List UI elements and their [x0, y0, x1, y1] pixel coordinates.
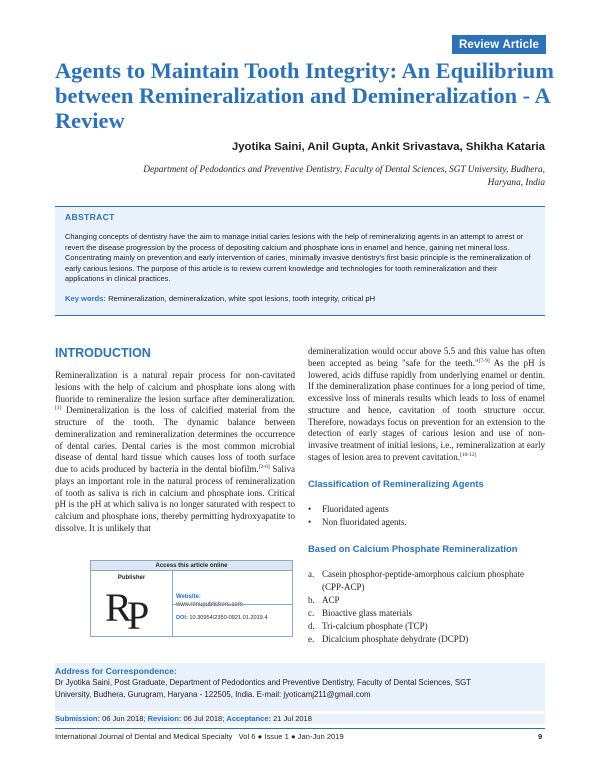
keywords-label: Key words: — [65, 293, 106, 303]
list-item-text: Casein phosphor-peptide-amorphous calcium phosphate — [322, 568, 525, 579]
introduction-heading: INTRODUCTION — [55, 346, 151, 360]
access-heading: Access this article online — [91, 561, 292, 571]
left-column — [55, 346, 295, 535]
correspondence-line-1: Dr Jyotika Saini, Post Graduate, Department of Pedodontics and Preventive Dentistry, Faculty of Dental Sciences, SGT — [55, 678, 472, 687]
revision-date: 06 Jul 2018; — [183, 714, 225, 723]
bullet-icon: • — [308, 516, 312, 527]
author-affiliation: Department of Pedodontics and Preventive Dentistry, Faculty of Dental Sciences, SGT University, Budhera, Haryana, India — [143, 165, 545, 188]
citation-3: [7-9] — [478, 357, 490, 364]
website-link[interactable]: www.renupublishers.com — [176, 602, 243, 608]
correspondence-panel — [55, 663, 545, 711]
list-item-text: Dicalcium phosphate dehydrate (DCPD) — [322, 633, 469, 644]
list-item — [308, 633, 545, 646]
svg-text:R: R — [105, 585, 132, 630]
publisher-label: Publisher — [117, 575, 146, 581]
right-column — [308, 346, 545, 646]
list-item-text: Fluoridated agents — [322, 503, 389, 514]
journal-period: Jan-Jun 2019 — [297, 732, 344, 741]
acceptance-date: 21 Jul 2018 — [273, 714, 312, 723]
badge-article: Article — [502, 38, 540, 51]
intro-text-b: Demineralization is the loss of calcified material from the structure of the tooth. The dynamic balance between demineralization and remineralization determines the occurrence of dental caries. Dental caries is the most common microbial disease of dental hard tissue which causes loss of tooth surface due to acids produced by bacteria in the dental biofilm. — [55, 405, 295, 474]
calcium-phosphate-list — [308, 568, 545, 646]
revision-label: Revision: — [147, 714, 182, 723]
list-item — [308, 568, 545, 581]
submission-label: Submission: — [55, 714, 101, 723]
classification-heading: Classification of Remineralizing Agents — [308, 477, 484, 489]
intro-text-a: Remineralization is a natural repair process for non-cavitated lesions with the help of calcium and phosphate ions along with fluoride to remineralize the lesion surface after demineralization. — [55, 370, 295, 404]
correspondence-heading: Address for Correspondence: — [55, 666, 177, 676]
list-marker: e. — [308, 633, 315, 644]
intro-text-e: As the pH is lowered, acids diffuse rapidly from underlying enamel or dentin. If the demineralization phase continues for a long period of time, excessive loss of minerals results which leads to loss of enamel structure and hence, cavitation of tooth structure occur. Therefore, nowadays focus on prevention for an extension to the detection of early stages of carious lesion and use of non-invasive treatment of initial lesions, i.e., remineralization at early stages of lesion area to prevent cavitation. — [308, 357, 546, 462]
journal-issue: Issue 1 — [264, 732, 289, 741]
intro-text-d: demineralization would occur above 5.5 and this value has often been accepted as being "safe for the teeth." — [308, 346, 545, 368]
list-marker: d. — [308, 620, 315, 631]
list-item-text: Tri-calcium phosphate (TCP) — [322, 620, 428, 631]
access-online-box — [90, 560, 293, 637]
list-item — [308, 503, 545, 516]
separator-icon: ● — [290, 732, 296, 741]
list-item — [308, 620, 545, 633]
list-item-text: Bioactive glass materials — [322, 607, 412, 618]
footer-divider — [55, 728, 545, 729]
list-marker: c. — [308, 607, 315, 618]
doi-label: DOI: — [176, 615, 188, 621]
list-marker: a. — [308, 568, 315, 579]
submission-date: 06 Jun 2018; — [102, 714, 146, 723]
list-item — [308, 594, 545, 607]
website-cell — [173, 571, 293, 637]
abstract-heading: ABSTRACT — [65, 212, 115, 222]
list-item — [308, 581, 545, 594]
author-list: Jyotika Saini, Anil Gupta, Ankit Srivastava, Shikha Kataria — [231, 141, 545, 153]
journal-name: International Journal of Dental and Medical Specialty — [55, 732, 233, 741]
intro-text-c: Saliva plays an important role in the natural process of remineralization of tooth as saliva is rich in calcium and phosphate ions. Critical pH is the pH at which saliva is no longer saturated with respect to calcium and phosphate ions, thereby permitting hydroxyapatite to dissolve. It is unlikely that — [55, 464, 295, 533]
list-item-text: ACP — [322, 594, 340, 605]
calcium-phosphate-heading: Based on Calcium Phosphate Remineralization — [308, 542, 518, 554]
correspondence-line-2: University, Budhera, Gurugram, Haryana - 122505, India. E-mail: jyoticamj211@gmail.com — [55, 690, 371, 700]
introduction-paragraph-1 — [55, 370, 295, 535]
publication-dates — [55, 714, 545, 724]
separator-icon: ● — [257, 732, 263, 741]
website-label: Website: — [176, 594, 201, 600]
badge-review: Review — [458, 38, 500, 51]
citation-1: [1] — [55, 405, 62, 412]
doi-line — [176, 615, 267, 621]
introduction-paragraph-2 — [308, 346, 545, 464]
svg-text:P: P — [127, 593, 150, 631]
citation-4: [10-12] — [459, 451, 477, 458]
citation-2: [2-6] — [258, 463, 270, 470]
abstract-panel — [55, 206, 545, 316]
classification-list — [308, 503, 545, 529]
list-item — [308, 607, 545, 620]
list-item-text: (CPP-ACP) — [322, 581, 365, 592]
doi-value[interactable]: 10.30954/2350-0921.01.2019.4 — [189, 615, 268, 621]
correspondence-address — [55, 677, 545, 702]
keywords-list: Remineralization, demineralization, white spot lesions, tooth integrity, critical pH — [108, 293, 376, 303]
journal-footer — [55, 732, 535, 741]
acceptance-label: Acceptance: — [226, 714, 272, 723]
page-number: 9 — [538, 732, 543, 741]
article-title: Agents to Maintain Tooth Integrity: An Equilibrium between Remineralization and Demineralization - A Review — [55, 58, 554, 133]
journal-volume: Vol 6 — [238, 732, 256, 741]
list-item — [308, 516, 545, 529]
abstract-text: Changing concepts of dentistry have the aim to manage initial caries lesions with the help of remineralizing agents in an attempt to arrest or revert the disease progression by the process of depositing calcium and phosphate ions in enamel and hence, gaining net mineral loss. Concentrating mainly on prevention and early intervention of caries, minimally invasive dentistry's first basic principle is the remineralization of early carious lesions. The purpose of this article is to review current knowledge and technologies for tooth remineralization and their applications in clinical practices. — [65, 232, 531, 284]
list-marker: b. — [308, 594, 315, 605]
bullet-icon: • — [308, 503, 312, 514]
publisher-cell — [91, 571, 173, 637]
website-divider — [173, 604, 293, 605]
publisher-logo — [103, 585, 163, 631]
keywords — [65, 294, 535, 304]
article-type-badge — [452, 35, 546, 54]
list-item-text: Non fluoridated agents. — [322, 516, 407, 527]
